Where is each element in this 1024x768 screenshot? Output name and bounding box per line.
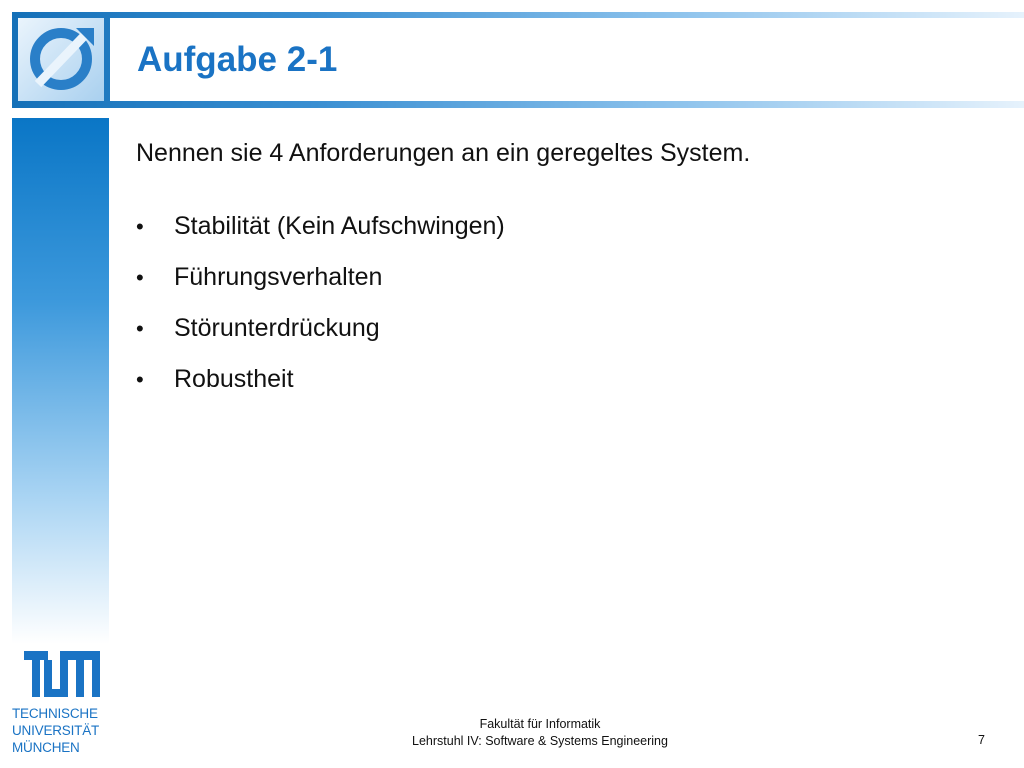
circular-arrow-icon [24,22,98,96]
list-item-text: Störunterdrückung [174,314,380,342]
footer-chair: Lehrstuhl IV: Software & Systems Engineering [412,734,668,748]
chair-logo [18,18,104,101]
page-number: 7 [978,733,985,747]
bullet-marker: • [136,265,144,290]
bullet-marker: • [136,214,144,239]
slide-title: Aufgabe 2-1 [137,40,338,79]
footer-faculty: Fakultät für Informatik [479,717,601,731]
sidebar-gradient-band [12,118,109,644]
bullet-marker: • [136,367,144,392]
university-name-line: MÜNCHEN [12,740,80,755]
university-name-line: UNIVERSITÄT [12,723,100,738]
list-item-text: Robustheit [174,365,294,393]
tum-logo [12,651,112,761]
tum-mark-icon [24,651,100,697]
question-text: Nennen sie 4 Anforderungen an ein geregeltes System. [136,139,751,167]
list-item-text: Stabilität (Kein Aufschwingen) [174,212,505,240]
list-item-text: Führungsverhalten [174,263,383,291]
bullet-marker: • [136,316,144,341]
footer [280,716,800,750]
university-name-line: TECHNISCHE [12,706,98,721]
